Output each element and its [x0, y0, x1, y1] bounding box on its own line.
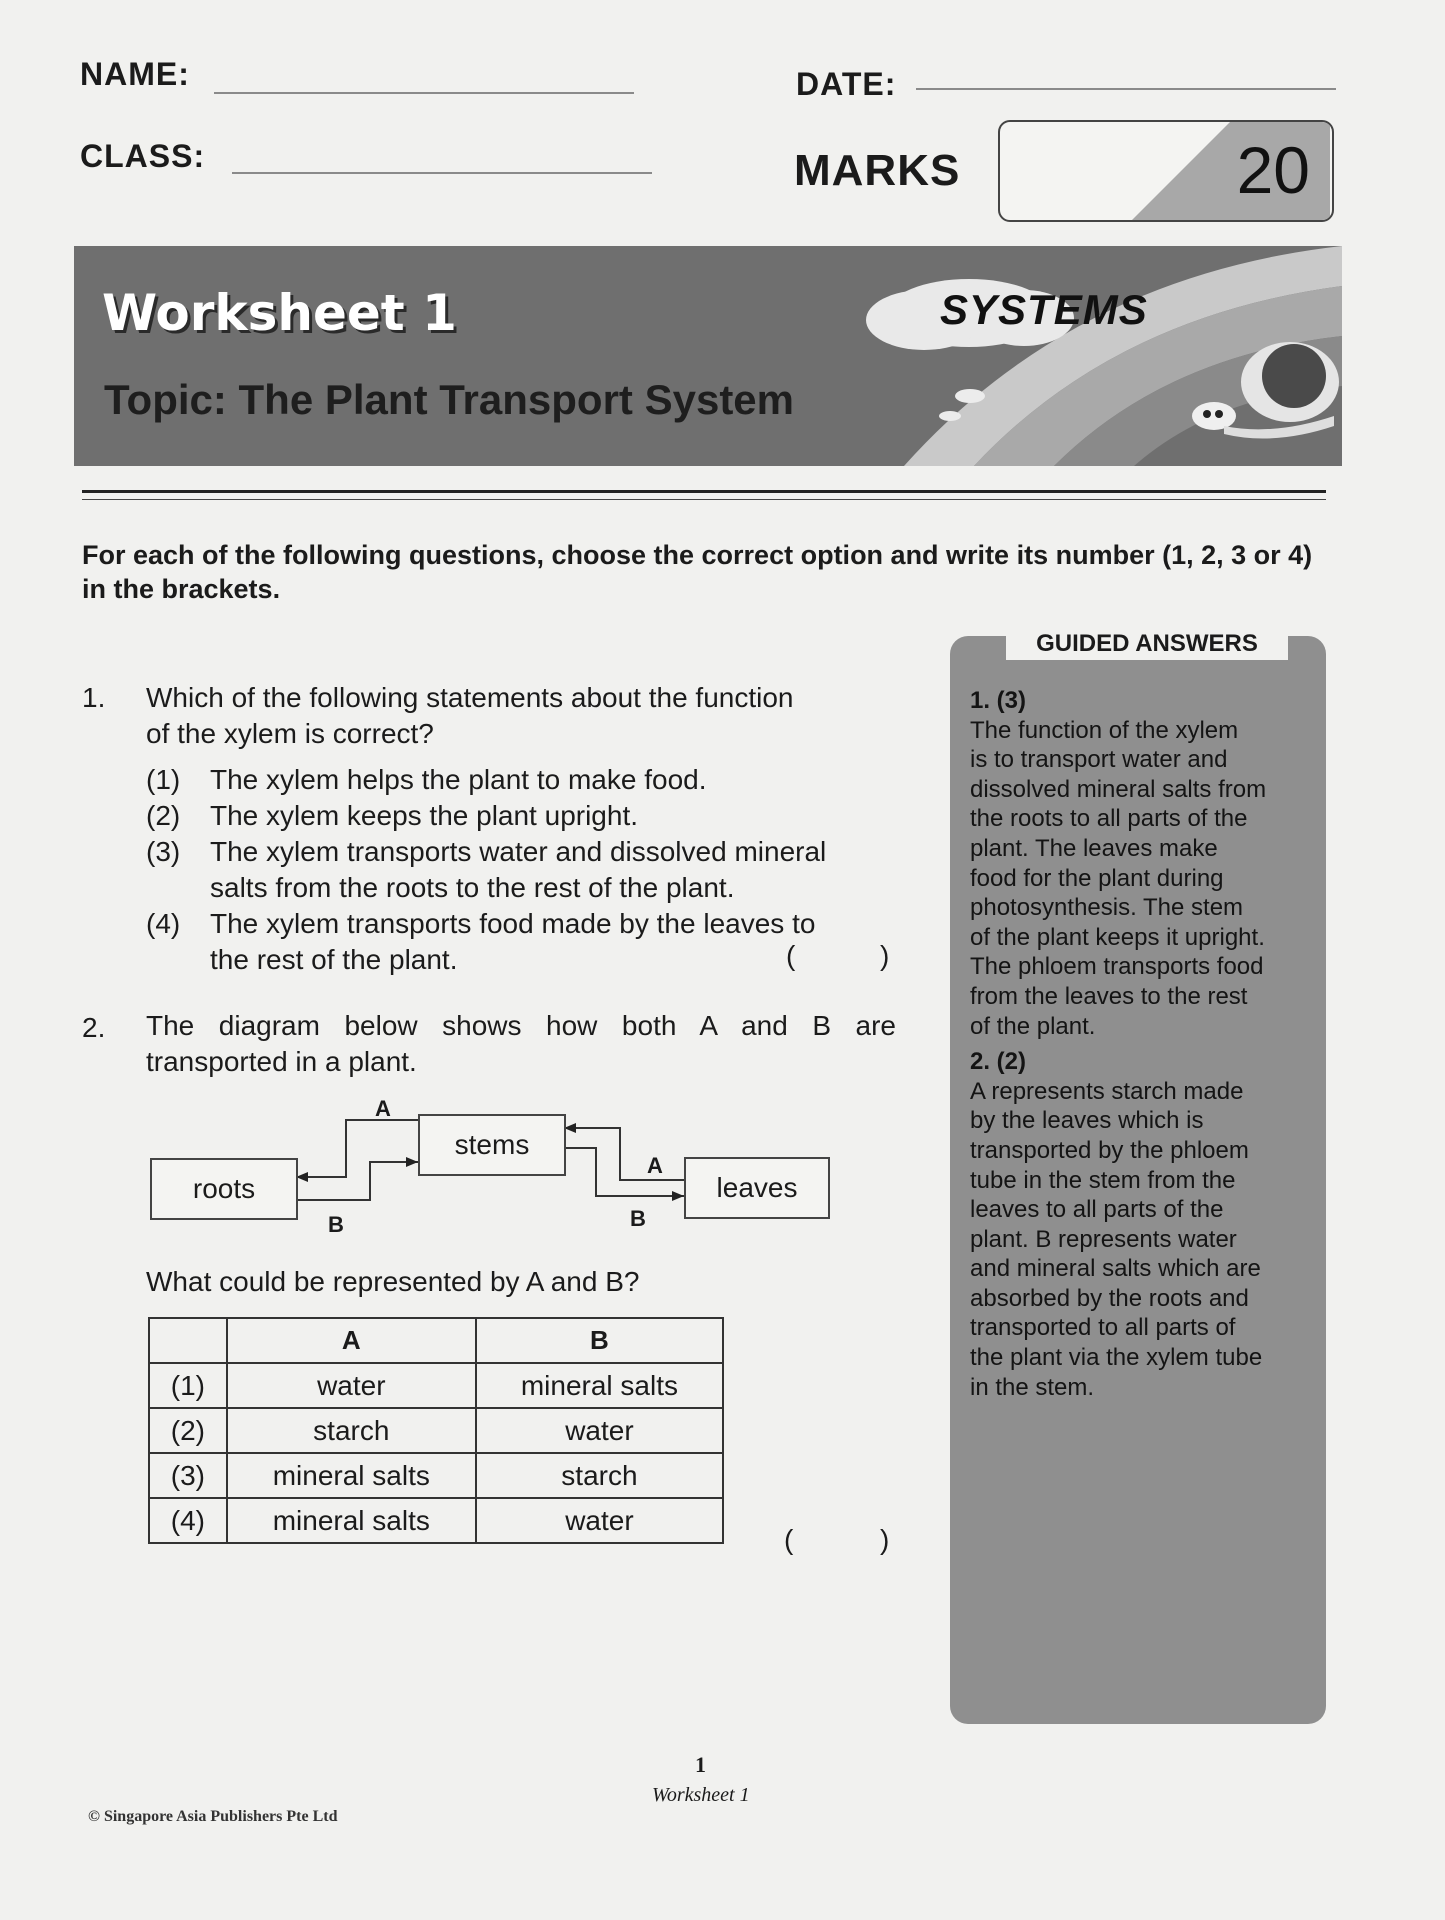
answer-2-line: absorbed by the roots and	[970, 1284, 1249, 1312]
table-cell: mineral salts	[227, 1453, 476, 1498]
q2-stem	[146, 1008, 896, 1080]
table-cell: starch	[476, 1453, 723, 1498]
diagram-stems-box: stems	[418, 1114, 566, 1176]
date-label: DATE:	[796, 66, 897, 102]
answer-1-line: is to transport water and	[970, 746, 1228, 774]
q1-option	[146, 906, 906, 942]
q1-bracket-open: (	[786, 940, 796, 971]
diagram-label-b: B	[328, 1212, 344, 1237]
topic-title: Topic: The Plant Transport System	[104, 376, 795, 423]
diagram-leaves-box: leaves	[684, 1157, 830, 1219]
diagram-roots-box: roots	[150, 1158, 298, 1220]
table-row	[149, 1363, 723, 1408]
q2-bracket-open: (	[784, 1524, 794, 1555]
answer-2-line: and mineral salts which are	[970, 1255, 1261, 1283]
name-label: NAME:	[80, 56, 190, 92]
table-header-cell: B	[476, 1318, 723, 1363]
answer-1-line: The function of the xylem	[970, 716, 1239, 744]
name-line	[214, 92, 634, 94]
answer-options-table	[148, 1317, 724, 1544]
q2-stem-line1: The diagram below shows how both A and B are	[146, 1010, 896, 1041]
date-line	[916, 88, 1336, 90]
diagram-label-b: B	[630, 1206, 646, 1231]
q2-answer-blank[interactable]	[798, 1524, 876, 1560]
table-cell: mineral salts	[476, 1363, 723, 1408]
answer-2-line: transported by the phloem	[970, 1136, 1249, 1164]
table-cell: (1)	[149, 1363, 227, 1408]
answer-2-line: A represents starch made	[970, 1077, 1244, 1105]
table-row	[149, 1408, 723, 1453]
table-header-cell: A	[227, 1318, 476, 1363]
answer-2-line: transported to all parts of	[970, 1314, 1236, 1342]
table-header-cell	[149, 1318, 227, 1363]
divider-thin	[82, 499, 1326, 500]
q1-option-number: (3)	[146, 836, 181, 867]
answer-1-line: plant. The leaves make	[970, 834, 1218, 862]
page-number: 1	[695, 1752, 706, 1777]
q1-number: 1.	[82, 682, 106, 713]
q1-bracket-close: )	[880, 940, 890, 971]
table-cell: (4)	[149, 1498, 227, 1543]
q1-stem	[146, 680, 906, 752]
q1-option-text: The xylem keeps the plant upright.	[210, 800, 639, 831]
q1-option-text: The xylem transports food made by the leaves to	[210, 908, 816, 939]
answer-2-line: the plant via the xylem tube	[970, 1344, 1263, 1372]
table-cell: (2)	[149, 1408, 227, 1453]
answer-2-line: tube in the stem from the	[970, 1166, 1236, 1194]
answer-2-line: by the leaves which is	[970, 1107, 1204, 1135]
answer-1-line: of the plant keeps it upright.	[970, 923, 1265, 951]
diagram-label-a: A	[647, 1153, 663, 1178]
q1-option-number: (2)	[146, 800, 181, 831]
q1-option-number: (1)	[146, 764, 181, 795]
table-row	[149, 1498, 723, 1543]
marks-box	[998, 120, 1334, 222]
copyright: © Singapore Asia Publishers Pte Ltd	[88, 1808, 338, 1825]
answer-1-line: The phloem transports food	[970, 953, 1264, 981]
q2-number: 2.	[82, 1012, 106, 1043]
q1-option-text-cont: salts from the roots to the rest of the plant.	[210, 872, 735, 903]
marks-total: 20	[1236, 133, 1310, 207]
q1-option-text-cont: the rest of the plant.	[210, 944, 458, 975]
answer-2-line: in the stem.	[970, 1373, 1095, 1401]
instructions: For each of the following questions, choose the correct option and write its number (1, 2, 3 or 4) in the brackets.	[82, 540, 1313, 604]
banner-decoration	[74, 246, 1342, 466]
q1-option	[146, 834, 906, 870]
table-row	[149, 1453, 723, 1498]
table-cell: starch	[227, 1408, 476, 1453]
answer-1-line: the roots to all parts of the	[970, 805, 1248, 833]
q1-option	[146, 762, 906, 798]
theme-label: SYSTEMS	[940, 286, 1148, 333]
answer-1-line: from the leaves to the rest	[970, 982, 1248, 1010]
answer-2-title: 2. (2)	[970, 1048, 1027, 1076]
table-cell: (3)	[149, 1453, 227, 1498]
answer-1-title: 1. (3)	[970, 687, 1027, 714]
answer-1-line: of the plant.	[970, 1012, 1096, 1040]
table-header-row	[149, 1318, 723, 1363]
answer-2-line: plant. B represents water	[970, 1225, 1237, 1253]
q1-stem-line2: of the xylem is correct?	[146, 718, 434, 749]
q2-stem-line2: transported in a plant.	[146, 1046, 417, 1077]
q1-option	[146, 798, 906, 834]
answer-2-line: leaves to all parts of the	[970, 1196, 1224, 1224]
guided-answers-text	[970, 686, 1315, 1402]
table-cell: water	[476, 1498, 723, 1543]
q1-option-text: The xylem transports water and dissolved mineral	[210, 836, 827, 867]
guided-answers-heading: GUIDED ANSWERS	[1006, 628, 1288, 660]
diagram-label-a: A	[375, 1096, 391, 1121]
q1-stem-line1: Which of the following statements about the function	[146, 682, 794, 713]
marks-label: MARKS	[794, 146, 961, 195]
answer-1-line: dissolved mineral salts from	[970, 775, 1267, 803]
class-line	[232, 172, 652, 174]
q1-answer-blank[interactable]	[798, 940, 876, 976]
worksheet-title: Worksheet 1	[102, 284, 457, 342]
q1-option-text: The xylem helps the plant to make food.	[210, 764, 707, 795]
table-cell: water	[476, 1408, 723, 1453]
divider-thick	[82, 490, 1326, 493]
q2-question: What could be represented by A and B?	[146, 1266, 640, 1297]
answer-1-line: food for the plant during	[970, 864, 1224, 892]
table-cell: water	[227, 1363, 476, 1408]
page-label: Worksheet 1	[652, 1784, 750, 1806]
worksheet-banner	[74, 246, 1342, 466]
q2-bracket-close: )	[880, 1524, 890, 1555]
q1-option-number: (4)	[146, 908, 181, 939]
class-label: CLASS:	[80, 138, 206, 174]
answer-1-line: photosynthesis. The stem	[970, 894, 1244, 922]
table-cell: mineral salts	[227, 1498, 476, 1543]
